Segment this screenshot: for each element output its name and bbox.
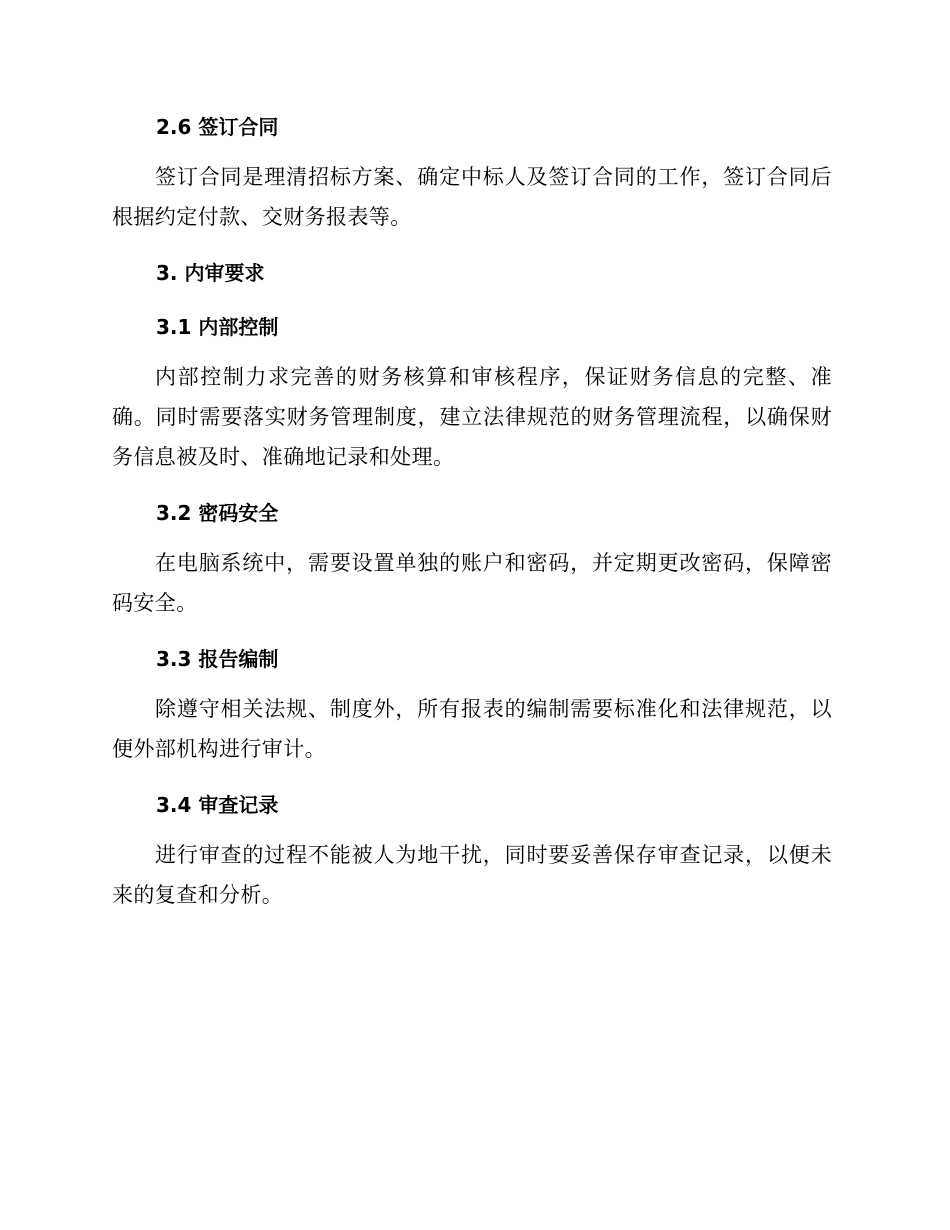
heading-3-2: 3.2 密码安全 [156,501,279,525]
heading-3-4: 3.4 审查记录 [156,793,279,817]
heading-3: 3. 内审要求 [156,261,265,285]
document-body [112,112,832,915]
paragraph-2-6: 签订合同是理清招标方案、确定中标人及签订合同的工作，签订合同后根据约定付款、交财务报表等。 [112,165,832,229]
heading-2-6: 2.6 签订合同 [156,115,279,139]
heading-3-3: 3.3 报告编制 [156,647,279,671]
paragraph-3-4: 进行审查的过程不能被人为地干扰，同时要妥善保存审查记录，以便未来的复查和分析。 [112,843,832,907]
paragraph-3-2: 在电脑系统中，需要设置单独的账户和密码，并定期更改密码，保障密码安全。 [112,551,832,615]
heading-3-1: 3.1 内部控制 [156,315,279,339]
paragraph-3-1: 内部控制力求完善的财务核算和审核程序，保证财务信息的完整、准确。同时需要落实财务管理制度，建立法律规范的财务管理流程，以确保财务信息被及时、准确地记录和处理。 [112,365,832,469]
paragraph-3-3: 除遵守相关法规、制度外，所有报表的编制需要标准化和法律规范，以便外部机构进行审计。 [112,697,832,761]
